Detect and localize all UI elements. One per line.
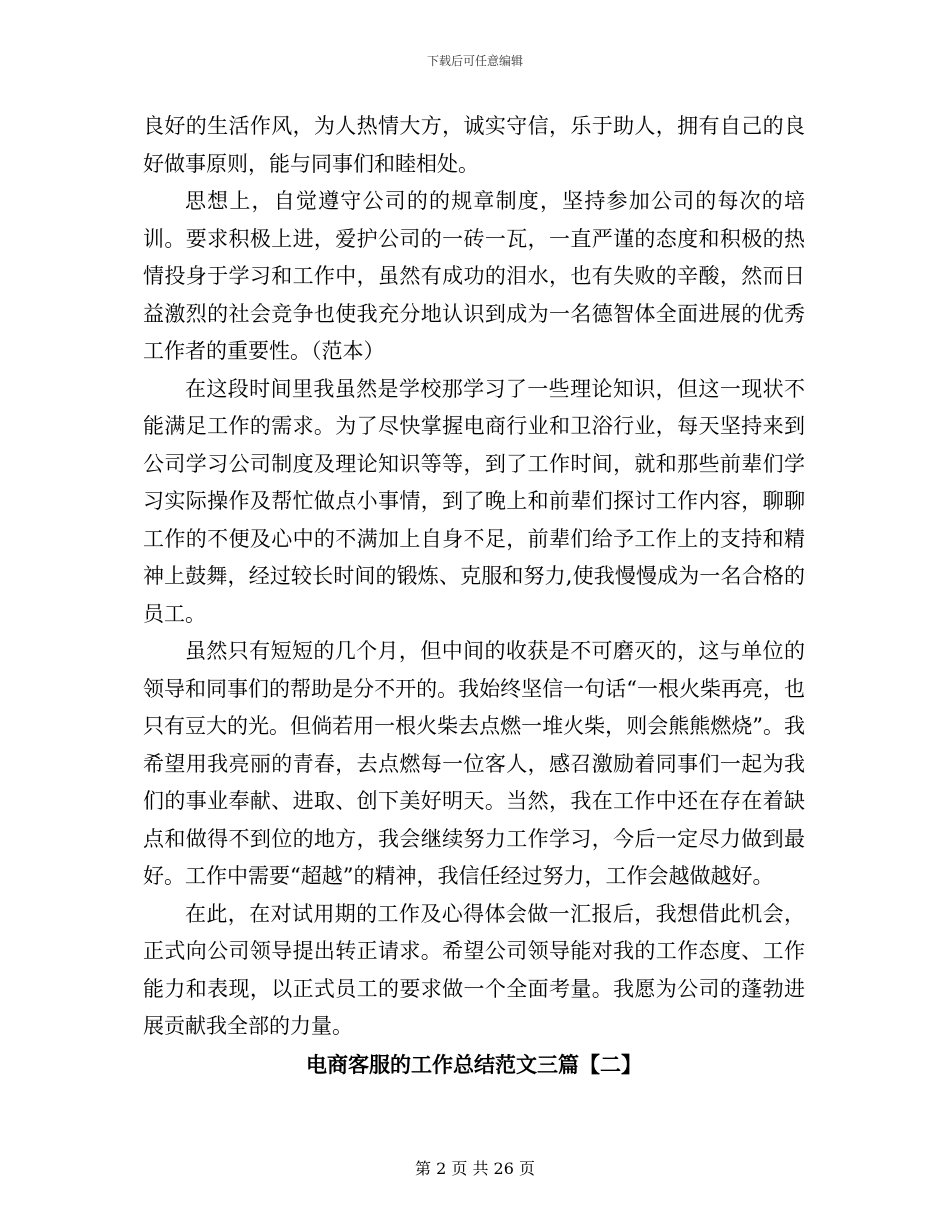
- paragraph-2: 思想上，自觉遵守公司的的规章制度，坚持参加公司的每次的培训。要求积极上进，爱护公司的一砖一瓦，一直严谨的态度和积极的热情投身于学习和工作中，虽然有成功的泪水，也有失败的辛酸，然而日益激烈的社会竞争也使我充分地认识到成为一名德智体全面进展的优秀工作者的重要性。（范本）: [143, 189, 805, 363]
- page-header: 下载后可任意编辑: [426, 54, 523, 68]
- paragraph-5: 在此，在对试用期的工作及心得体会做一汇报后，我想借此机会，正式向公司领导提出转正请求。希望公司领导能对我的工作态度、工作能力和表现，以正式员工的要求做一个全面考量。我愿为公司的蓬勃进展贡献我全部的力量。: [143, 901, 805, 1038]
- paragraph-3: 在这段时间里我虽然是学校那学习了一些理论知识，但这一现状不能满足工作的需求。为了尽快掌握电商行业和卫浴行业，每天坚持来到公司学习公司制度及理论知识等等，到了工作时间，就和那些前辈们学习实际操作及帮忙做点小事情，到了晚上和前辈们探讨工作内容，聊聊工作的不便及心中的不满加上自身不足，前辈们给予工作上的支持和精神上鼓舞，经过较长时间的锻炼、克服和努力,使我慢慢成为一名合格的员工。: [143, 376, 805, 626]
- document-body: [143, 108, 805, 1083]
- paragraph-1: 良好的生活作风，为人热情大方，诚实守信，乐于助人，拥有自己的良好做事原则，能与同事们和睦相处。: [143, 114, 805, 176]
- page-footer: 第 2 页 共 26 页: [415, 1159, 535, 1178]
- section-title: 电商客服的工作总结范文三篇【二】: [306, 1051, 642, 1077]
- paragraph-4: 虽然只有短短的几个月，但中间的收获是不可磨灭的，这与单位的领导和同事们的帮助是分不开的。我始终坚信一句话“一根火柴再亮，也只有豆大的光。但倘若用一根火柴去点燃一堆火柴，则会熊熊燃烧”。我希望用我亮丽的青春，去点燃每一位客人，感召激励着同事们一起为我们的事业奉献、进取、创下美好明天。当然，我在工作中还在存在着缺点和做得不到位的地方，我会继续努力工作学习，今后一定尽力做到最好。工作中需要“超越”的精神，我信任经过努力，工作会越做越好。: [143, 639, 805, 888]
